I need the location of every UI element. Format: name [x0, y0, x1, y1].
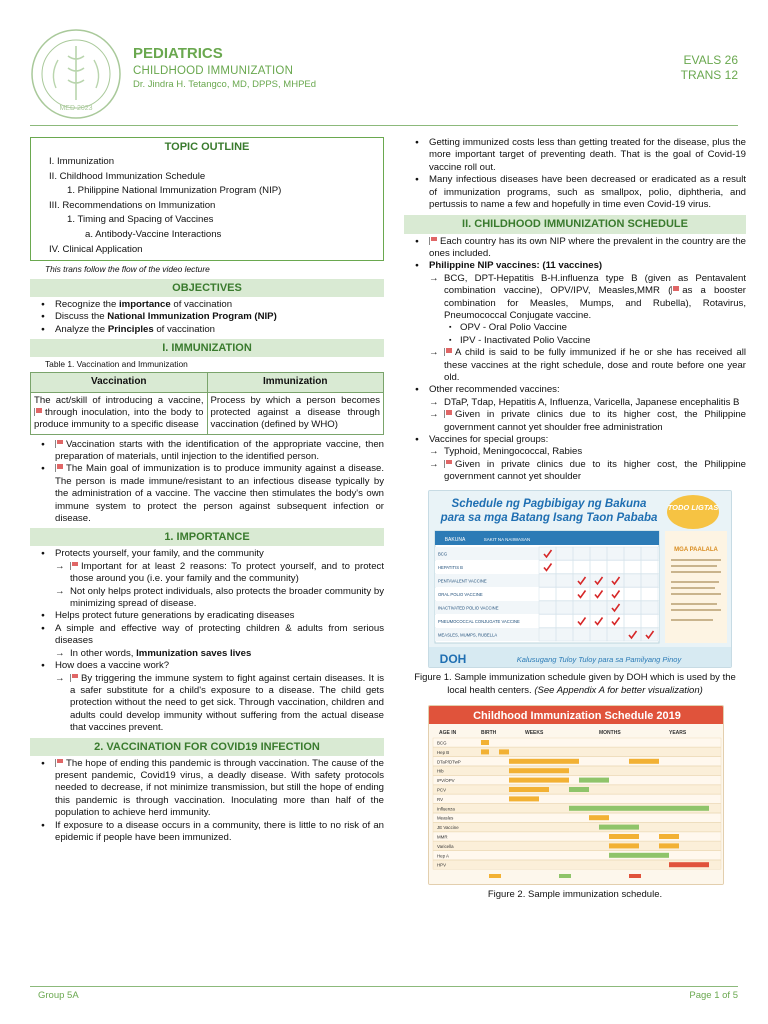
- schedule-bar: [509, 787, 549, 792]
- objectives-list: [30, 299, 384, 336]
- benefits-list: [404, 137, 746, 211]
- doh-logo: DOH: [439, 651, 467, 666]
- poster-row-label: PNEUMOCOCCAL CONJUGATE VACCINE: [438, 618, 520, 624]
- flag-icon: [55, 759, 63, 767]
- outline-item: II. Childhood Immunization Schedule: [49, 170, 206, 182]
- schedule-bar: [609, 852, 669, 857]
- schedule-bar: [609, 843, 639, 848]
- flag-icon: [34, 408, 42, 416]
- schedule-row-bg: [433, 822, 721, 831]
- schedule-row-bg: [433, 775, 721, 784]
- schedule-row-label: MMR: [437, 834, 448, 840]
- covid-heading: 2. VACCINATION FOR COVID19 INFECTION: [30, 738, 384, 756]
- sub-item: → In other words, Immunization saves lives: [30, 648, 384, 660]
- topic-outline-box: [30, 137, 384, 261]
- schedule-list: [404, 236, 746, 484]
- outline-note: This trans follow the flow of the video lecture: [45, 264, 210, 275]
- schedule-bar: [481, 740, 489, 745]
- header-divider: [30, 125, 738, 126]
- list-item: ● How does a vaccine work?: [30, 660, 384, 672]
- schedule-bar: [499, 749, 509, 754]
- footer-page-number: Page 1 of 5: [689, 990, 738, 1001]
- flag-icon: [444, 410, 452, 418]
- outline-item: a. Antibody-Vaccine Interactions: [85, 229, 222, 241]
- list-item: ● Helps protect future generations by eradicating diseases: [30, 610, 384, 622]
- schedule-row-bg: [433, 738, 721, 747]
- list-item: ● Discuss the National Immunization Program (NIP): [30, 311, 384, 323]
- schedule-row-label: Varicella: [437, 843, 454, 849]
- schedule-bar: [509, 777, 569, 782]
- figure2-caption: Figure 2. Sample immunization schedule.: [487, 888, 663, 900]
- table-caption: Table 1. Vaccination and Immunization: [45, 359, 188, 370]
- importance-list: [30, 548, 384, 734]
- schedule-bar: [599, 824, 639, 829]
- school-seal-logo: [30, 28, 122, 120]
- subject-title: PEDIATRICS: [133, 45, 223, 62]
- schedule-2019-chart: [429, 706, 724, 885]
- page-header: [0, 0, 768, 125]
- schedule-bar: [569, 787, 589, 792]
- poster-badge: TODO LIGTAS: [667, 502, 719, 512]
- poster-row-label: INACTIVATED POLIO VACCINE: [438, 605, 499, 611]
- sub-item: → Not only helps protect individuals, also protects the broader community by minimizing spread of disease.: [30, 586, 384, 611]
- schedule-bar: [509, 796, 539, 801]
- doh-schedule-figure: [428, 490, 732, 668]
- footer-divider: [30, 986, 738, 987]
- schedule-bar: [509, 758, 579, 763]
- list-item: ● If exposure to a disease occurs in a community, there is little to no risk of an epidemic if people have been immunized.: [30, 820, 384, 845]
- objectives-heading: OBJECTIVES: [30, 279, 384, 297]
- schedule-2019-figure: [428, 705, 724, 885]
- flag-icon: [444, 348, 452, 356]
- schedule-row-label: HPV: [437, 862, 447, 868]
- trans-label: TRANS 12: [680, 68, 738, 82]
- poster-col-sakit: SAKIT NA NAIIWASAN: [483, 536, 531, 542]
- outline-item: 1. Timing and Spacing of Vaccines: [67, 214, 214, 226]
- list-item: ● Getting immunized costs less than getting treated for the disease, plus the more important target of preventing death. That is the goal of Covid-19 vaccine roll out.: [404, 137, 746, 174]
- figure1-caption: Figure 1. Sample immunization schedule given by DOH which is used by the local health centers. (See Appendix A for better visualization): [414, 671, 736, 696]
- topic-subtitle: CHILDHOOD IMMUNIZATION: [133, 65, 294, 77]
- list-item: ● The hope of ending this pandemic is through vaccination. The cause of the present pandemic, Covid19 virus, a deadly disease. With safety protocols needed to decrease, if not minimize transmission, but still the hope of ending this pandemic is through vaccination. Inoculating more than half of the population to achieve herd immunity.: [30, 758, 384, 820]
- schedule-row-bg: [433, 850, 721, 859]
- list-item: ● A simple and effective way of protecting children & adults from serious diseases: [30, 623, 384, 648]
- schedule-row-label: Hep A: [437, 852, 449, 858]
- list-item: ● Recognize the importance of vaccination: [30, 299, 384, 311]
- footer-group: Group 5A: [38, 990, 79, 1001]
- schedule-row-bg: [433, 766, 721, 775]
- immunization-heading: I. IMMUNIZATION: [30, 339, 384, 357]
- flag-icon: [55, 464, 63, 472]
- topic-outline-title: TOPIC OUTLINE: [164, 141, 250, 153]
- schedule-row-label: RV: [437, 796, 444, 802]
- schedule-hdr-weeks: WEEKS: [525, 729, 544, 736]
- table-cell: Process by which a person becomes protected against a disease through vaccination (defined by WHO): [207, 392, 384, 434]
- importance-heading: 1. IMPORTANCE: [30, 528, 384, 546]
- poster-row-bg: [435, 560, 659, 573]
- schedule-bar: [629, 758, 659, 763]
- schedule-bar: [609, 834, 639, 839]
- schedule-bar: [589, 815, 609, 820]
- schedule-row-label: PCV: [437, 787, 447, 793]
- table-header-vaccination: Vaccination: [31, 373, 208, 393]
- poster-row-label: PENTAVALENT VACCINE: [438, 578, 487, 584]
- flag-icon: [55, 440, 63, 448]
- list-item: ● Vaccines for special groups:: [404, 434, 746, 446]
- list-item: ● Protects yourself, your family, and the community: [30, 548, 384, 560]
- lecturer-name: Dr. Jindra H. Tetangco, MD, DPPS, MHPEd: [133, 79, 317, 90]
- list-item: ● Philippine NIP vaccines: (11 vaccines): [404, 260, 746, 272]
- svg-text:MED 2023: MED 2023: [59, 105, 93, 112]
- outline-item: III. Recommendations on Immunization: [49, 199, 216, 211]
- poster-banner-line2: para sa mga Batang Isang Taon Pababa: [440, 511, 658, 524]
- right-column: [404, 137, 746, 901]
- schedule-bar: [509, 768, 569, 773]
- schedule-bar: [569, 805, 709, 810]
- poster-side-title: MGA PAALALA: [674, 546, 718, 553]
- schedule-row-label: DTaP/DTwP: [437, 758, 461, 764]
- left-column: [30, 137, 384, 844]
- poster-row-label: ORAL POLIO VACCINE: [438, 591, 483, 597]
- schedule-bar: [659, 834, 679, 839]
- outline-item: IV. Clinical Application: [49, 243, 143, 255]
- schedule-row-label: IPV/OPV: [437, 777, 455, 783]
- schedule-title: Childhood Immunization Schedule 2019: [473, 709, 681, 722]
- list-item: ● Each country has its own NIP where the prevalent in the country are the ones included.: [404, 236, 746, 261]
- sub-item: → A child is said to be fully immunized if he or she has received all these vaccines at the right schedule, dose and route before one year old.: [404, 347, 746, 384]
- schedule-row-label: Hib: [437, 768, 444, 774]
- sub-sub-item: ▪ OPV - Oral Polio Vaccine: [404, 322, 746, 334]
- sub-item: → Given in private clinics due to its higher cost, the Philippine government cannot yet shoulder: [404, 459, 746, 484]
- flag-icon: [444, 460, 452, 468]
- schedule-row-bg: [433, 794, 721, 803]
- schedule-hdr-months: MONTHS: [599, 729, 621, 736]
- poster-col-bakuna: BAKUNA: [444, 536, 466, 543]
- schedule-row-label: JE Vaccine: [437, 824, 459, 830]
- schedule-row-label: Influenza: [437, 805, 455, 811]
- list-item: ● Analyze the Principles of vaccination: [30, 324, 384, 336]
- flag-icon: [429, 237, 437, 245]
- vaccination-immunization-table: [30, 372, 384, 434]
- list-item: ● Vaccination starts with the identification of the appropriate vaccine, then preparation of materials, until injection to the identified person.: [30, 439, 384, 464]
- poster-row-label: BCG: [438, 551, 448, 557]
- schedule-row-bg: [433, 813, 721, 822]
- schedule-bar: [669, 862, 709, 867]
- schedule-row-label: BCG: [437, 740, 447, 746]
- schedule-heading: II. CHILDHOOD IMMUNIZATION SCHEDULE: [404, 215, 746, 233]
- table-header-immunization: Immunization: [207, 373, 384, 393]
- evals-label: EVALS 26: [683, 53, 738, 67]
- schedule-row-label: Hep B: [437, 749, 450, 755]
- flag-icon: [70, 562, 78, 570]
- list-item: ● The Main goal of immunization is to produce immunity against a disease. The person is made immune/resistant to an infectious disease typically by the administration of a vaccine. The vaccine then stimulates the body's own immune system to protect the person against subsequent infection or disease.: [30, 463, 384, 525]
- flag-icon: [671, 286, 679, 294]
- schedule-bar: [659, 843, 679, 848]
- sub-item: → Typhoid, Meningococcal, Rabies: [404, 446, 746, 458]
- sub-item: → By triggering the immune system to fight against certain diseases. It is a safer substitute for a child's exposure to a disease. The child gets protection without the need to get sick. Through vaccination, children and adults could develop immunity without suffering from the actual disease that vaccines prevent.: [30, 673, 384, 735]
- outline-item: I. Immunization: [49, 156, 115, 168]
- schedule-row-bg: [433, 747, 721, 756]
- covid-list: [30, 758, 384, 845]
- sub-item: → Given in private clinics due to its higher cost, the Philippine government cannot yet shoulder free administration: [404, 409, 746, 434]
- table-cell: The act/skill of introducing a vaccine, through inoculation, into the body to produce immunity to a specific disease: [31, 392, 208, 434]
- sub-item: → BCG, DPT-Hepatitis B-H.influenza type B (given as Pentavalent combination vaccine), OPV/IPV, Measles,MMR ( as a booster combination for Measles, Mumps, and Rubella), Rotavirus, Pneumococcal Conjugate vaccine.: [404, 273, 746, 323]
- schedule-row-label: Measles: [437, 815, 454, 821]
- schedule-hdr-years: YEARS: [669, 729, 687, 736]
- list-item: ● Other recommended vaccines:: [404, 384, 746, 396]
- schedule-hdr-birth: BIRTH: [481, 729, 497, 736]
- poster-banner-line1: Schedule ng Pagbibigay ng Bakuna: [451, 497, 647, 510]
- poster-row-label: MEASLES, MUMPS, RUBELLA: [438, 632, 498, 638]
- poster-footer-text: Kalusugang Tuloy Tuloy para sa Pamilyang Pinoy: [516, 654, 682, 664]
- doh-schedule-poster: [429, 491, 732, 668]
- list-item: ● Many infectious diseases have been decreased or eradicated as a result of immunization programs, such as smallpox, polio, diphtheria, and pertussis to name a few and hopefully in time even Covid-19 virus.: [404, 174, 746, 211]
- schedule-bar: [579, 777, 609, 782]
- poster-row-label: HEPATITIS B: [438, 564, 463, 570]
- schedule-hdr-age: AGE IN: [439, 729, 457, 736]
- flag-icon: [70, 674, 78, 682]
- sub-sub-item: ▪ IPV - Inactivated Polio Vaccine: [404, 335, 746, 347]
- sub-item: → Important for at least 2 reasons: To protect yourself, and to protect those around you (i.e. your family and the community): [30, 561, 384, 586]
- immunization-list: [30, 439, 384, 526]
- outline-item: 1. Philippine National Immunization Program (NIP): [67, 185, 282, 197]
- sub-item: → DTaP, Tdap, Hepatitis A, Influenza, Varicella, Japanese encephalitis B: [404, 397, 746, 409]
- schedule-bar: [481, 749, 489, 754]
- poster-row-bg: [435, 547, 659, 560]
